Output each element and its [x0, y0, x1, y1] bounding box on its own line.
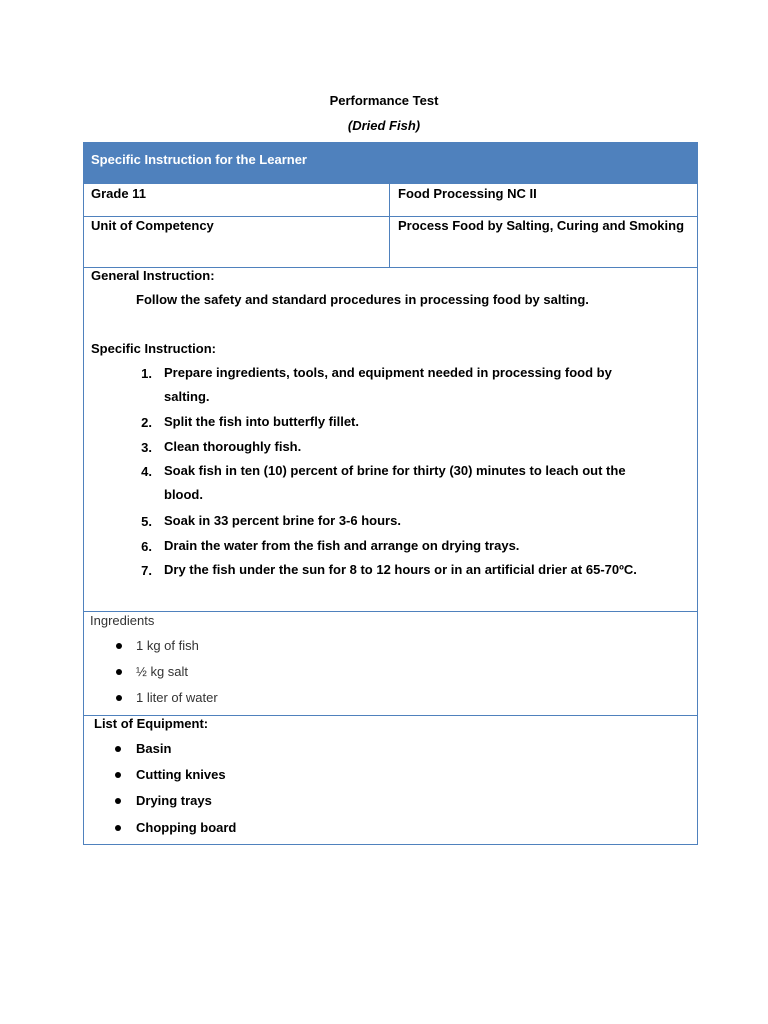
- course-cell: [390, 184, 697, 216]
- bullet-icon: [116, 669, 122, 675]
- equipment-item: Drying trays: [136, 793, 212, 808]
- equipment-item: Basin: [136, 741, 172, 756]
- ingredient-item: 1 kg of fish: [136, 638, 199, 653]
- document-subtitle: (Dried Fish): [347, 118, 421, 133]
- equipment-item: Cutting knives: [136, 767, 226, 782]
- bullet-icon: [115, 798, 121, 804]
- bullet-icon: [116, 695, 122, 701]
- bullet-icon: [115, 825, 121, 831]
- unit-value: Process Food by Salting, Curing and Smoking: [398, 218, 685, 233]
- grade-label: Grade 11: [91, 186, 146, 201]
- table-header: Specific Instruction for the Learner: [83, 142, 698, 184]
- step-line: Soak fish in ten (10) percent of brine for thirty (30) minutes to leach out the: [164, 463, 626, 478]
- course-label: Food Processing NC II: [398, 186, 537, 201]
- step-text: Soak in 33 percent brine for 3-6 hours.: [164, 513, 401, 528]
- unit-label: Unit of Competency: [91, 218, 214, 233]
- instructions-block: [83, 268, 698, 612]
- step-text: Dry the fish under the sun for 8 to 12 hours or in an artificial drier at 65-70ºC.: [164, 562, 637, 577]
- document-title: Performance Test: [329, 93, 439, 108]
- step-line: blood.: [164, 487, 203, 502]
- unit-label-cell: [84, 217, 390, 267]
- ingredients-block: [83, 612, 698, 716]
- step-number: 5.: [141, 514, 152, 529]
- ingredients-heading: Ingredients: [90, 613, 155, 628]
- bullet-icon: [115, 746, 121, 752]
- step-text: Split the fish into butterfly fillet.: [164, 414, 359, 429]
- step-number: 2.: [141, 415, 152, 430]
- step-text: Drain the water from the fish and arrange on drying trays.: [164, 538, 520, 553]
- step-number: 7.: [141, 563, 152, 578]
- general-instruction-text: Follow the safety and standard procedures in processing food by salting.: [136, 292, 589, 307]
- step-number: 1.: [141, 366, 152, 381]
- step-text: [164, 361, 612, 409]
- specific-instruction-heading: Specific Instruction:: [91, 341, 216, 356]
- step-number: 3.: [141, 440, 152, 455]
- ingredient-item: ½ kg salt: [136, 664, 189, 679]
- step-number: 4.: [141, 464, 152, 479]
- grade-cell: [84, 184, 390, 216]
- step-number: 6.: [141, 539, 152, 554]
- step-line: salting.: [164, 389, 210, 404]
- step-text: [164, 459, 626, 507]
- equipment-block: [83, 716, 698, 845]
- equipment-heading: List of Equipment:: [94, 716, 209, 731]
- general-instruction-heading: General Instruction:: [91, 268, 215, 283]
- bullet-icon: [116, 643, 122, 649]
- unit-row: [83, 217, 698, 268]
- ingredient-item: 1 liter of water: [136, 690, 218, 705]
- equipment-item: Chopping board: [136, 820, 237, 835]
- bullet-icon: [115, 772, 121, 778]
- step-line: Prepare ingredients, tools, and equipment needed in processing food by: [164, 365, 612, 380]
- step-text: Clean thoroughly fish.: [164, 439, 302, 454]
